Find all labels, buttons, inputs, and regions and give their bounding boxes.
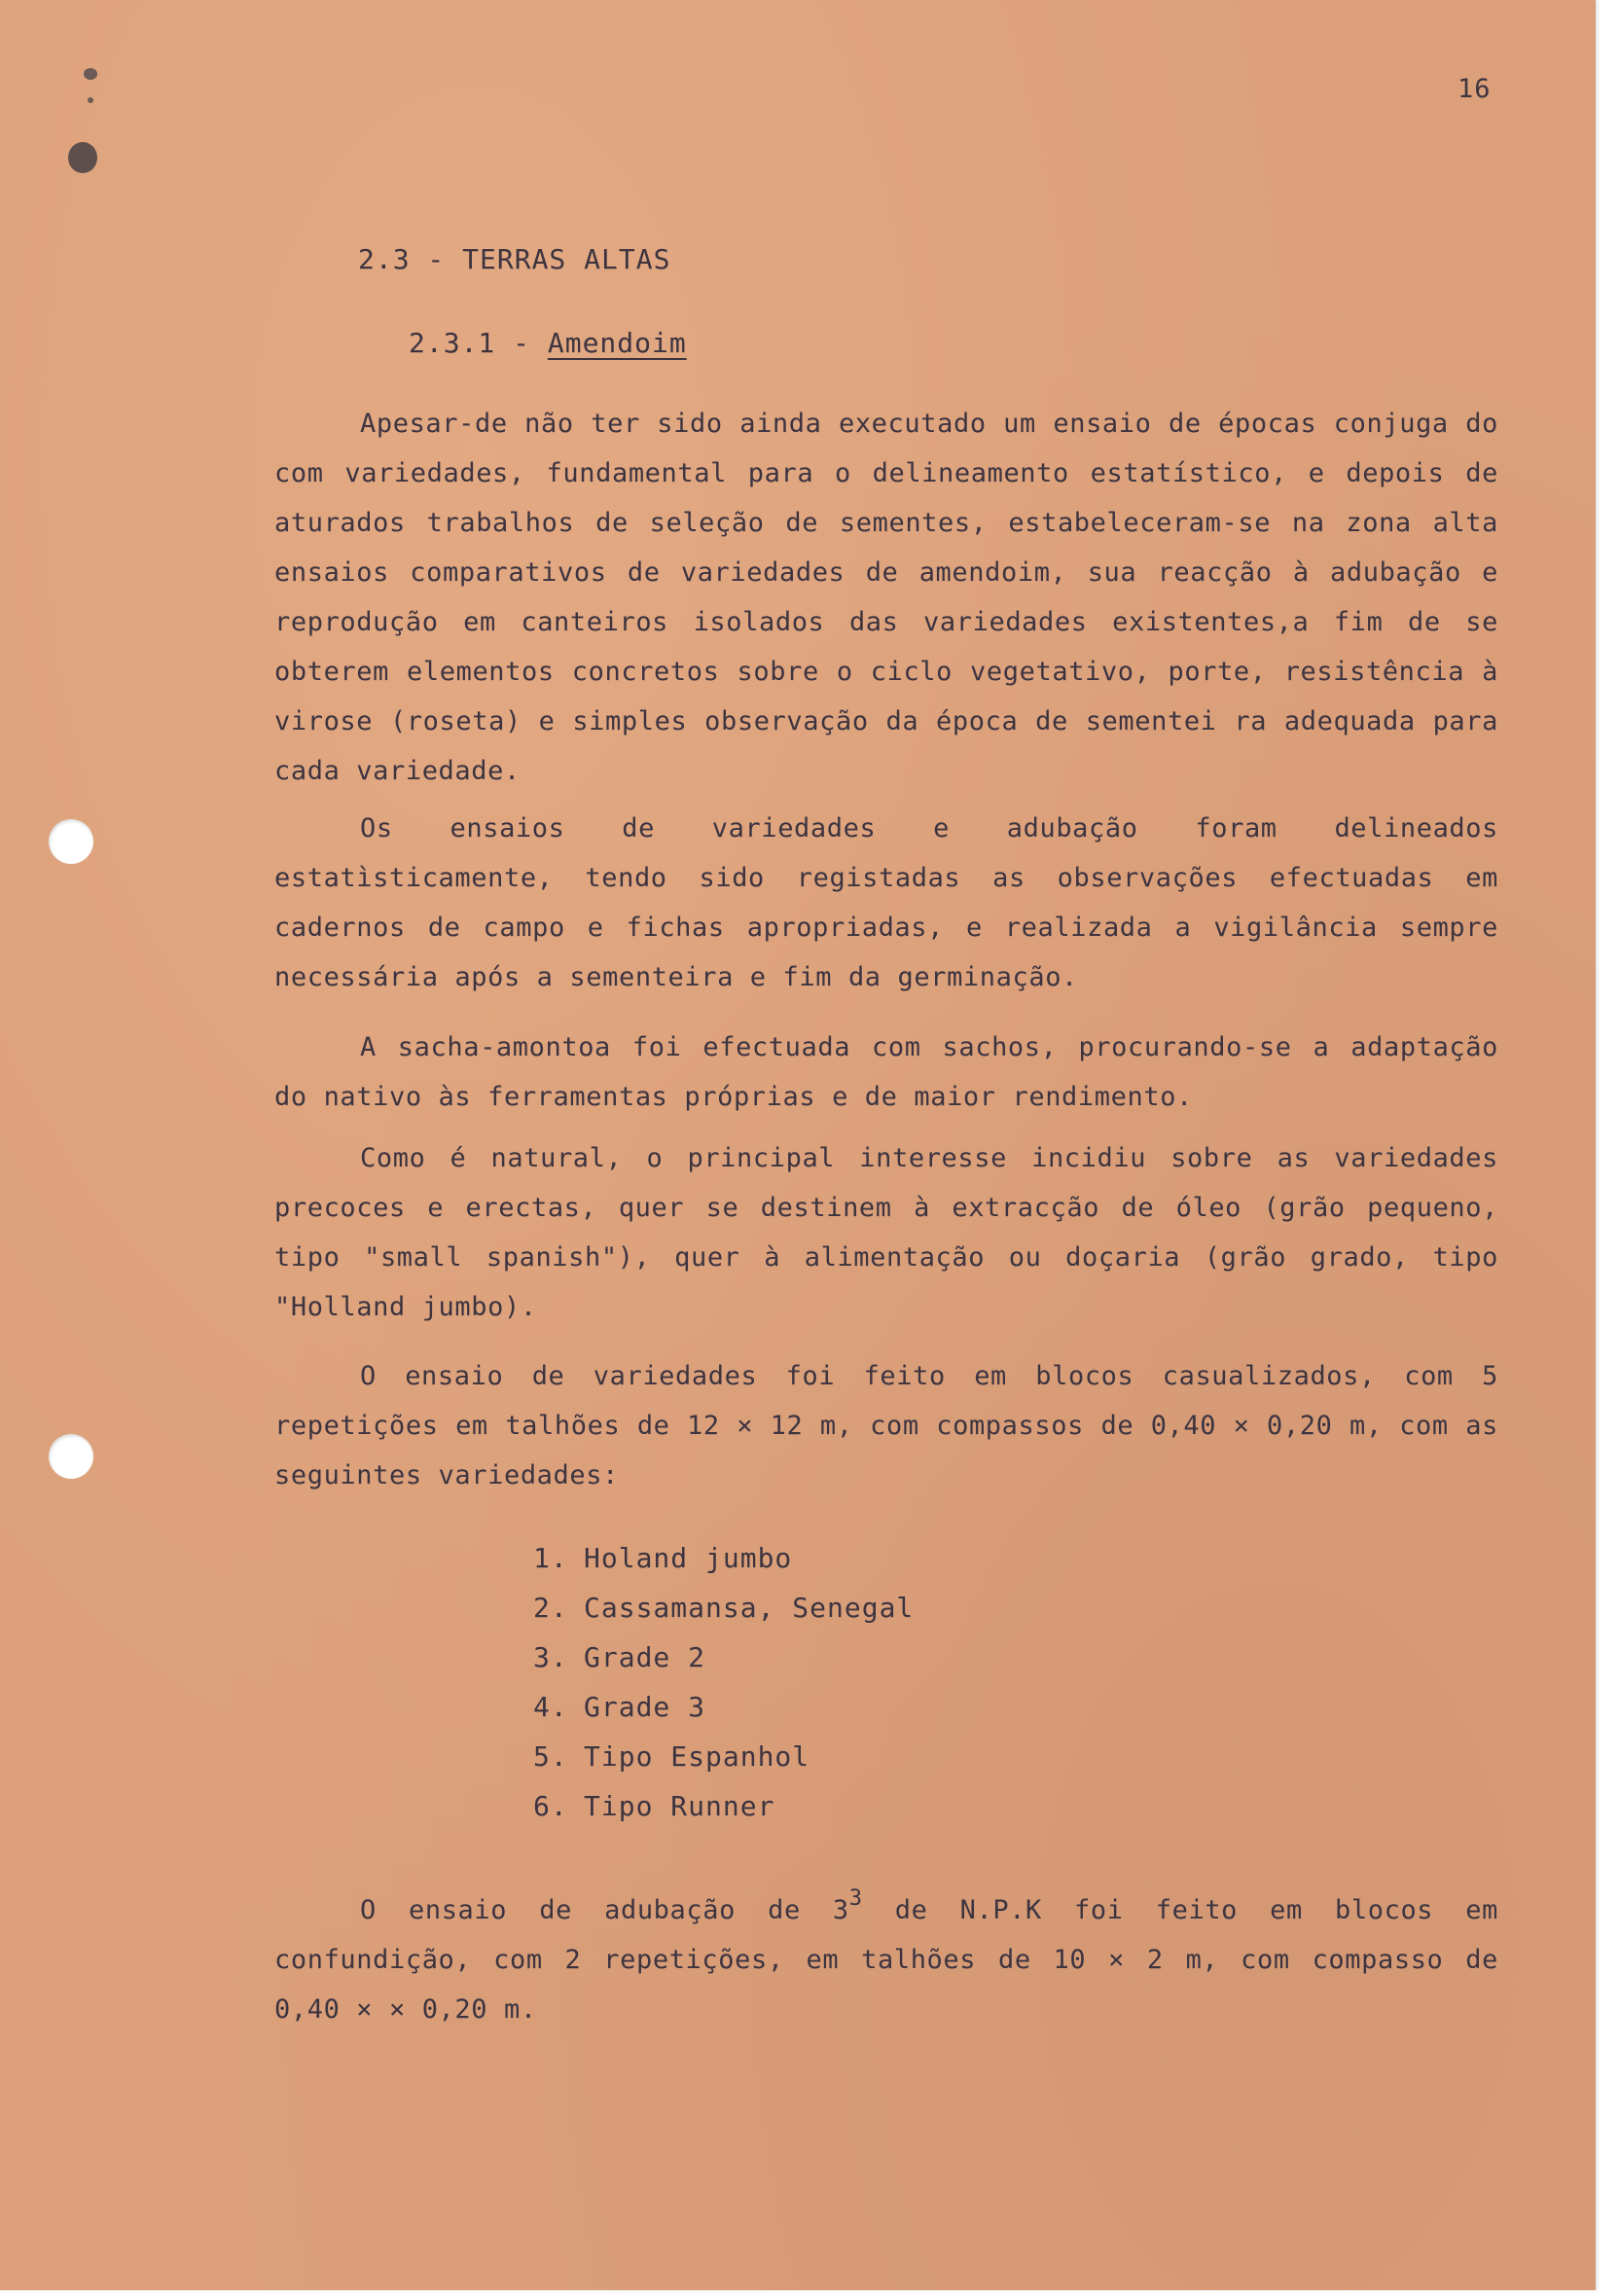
varieties-list xyxy=(533,1533,914,1831)
ink-speck xyxy=(84,68,97,80)
subsection-heading xyxy=(409,327,687,359)
subsection-number: 2.3.1 - xyxy=(409,327,548,359)
paragraph: A sacha-amontoa foi efectuada com sachos, procurando-se a adaptação do nativo às ferramentas próprias e de maior rendimento. xyxy=(274,1032,1498,1112)
page-number: 16 xyxy=(1457,74,1492,104)
list-item: 4. Grade 3 xyxy=(533,1691,706,1723)
list-item: 1. Holand jumbo xyxy=(533,1542,793,1574)
subsection-title: Amendoim xyxy=(547,327,687,359)
paragraph: Como é natural, o principal interesse incidiu sobre as variedades precoces e erectas, quer se destinem à extracção de óleo (grão pequeno, tipo "small spanish"), quer à alimentação ou doçaria (grão grado, tipo "Holland jumbo). xyxy=(274,1143,1498,1322)
paragraph: O ensaio de variedades foi feito em blocos casualizados, com 5 repetições em talhões de 12 × 12 m, com compassos de 0,40 × 0,20 m, com as seguintes variedades: xyxy=(274,1361,1498,1490)
punch-hole-bottom xyxy=(49,1434,93,1479)
ink-speck xyxy=(88,97,93,103)
paragraph: Os ensaios de variedades e adubação foram delineados estatìsticamente, tendo sido registadas as observações efectuadas em cadernos de campo e fichas apropriadas, e realizada a vigilância sempre necessária após a sementeira e fim da germinação. xyxy=(274,813,1498,992)
exponent: 3 xyxy=(848,1886,863,1911)
punch-hole-top xyxy=(49,819,93,864)
list-item: 2. Cassamansa, Senegal xyxy=(533,1592,915,1624)
final-paragraph: O ensaio de adubação de $3^3$ de N.P.K foi feito em blocos em confundição, com 2 repetições, em talhões de 10 × 2 m, com compasso de 0,40 × × 0,20 m. xyxy=(274,1886,1498,2025)
paragraph: Apesar-de não ter sido ainda executado um ensaio de épocas conjuga do com variedades, fundamental para o delineamento estatístico, e depois de aturados trabalhos de seleção de sementes, estabeleceram-se na zona alta ensaios comparativos de variedades de amendoim, sua reacção à adubação e reprodução em canteiros isolados das variedades existentes,a fim de se obterem elementos concretos sobre o ciclo vegetativo, porte, resistência à virose (roseta) e simples observação da época de sementei ra adequada para cada variedade. xyxy=(274,409,1498,786)
section-heading: 2.3 - TERRAS ALTAS xyxy=(358,243,671,275)
list-item: 6. Tipo Runner xyxy=(533,1790,775,1822)
list-item: 5. Tipo Espanhol xyxy=(533,1740,810,1773)
list-item: 3. Grade 2 xyxy=(533,1641,706,1673)
ink-speck xyxy=(68,142,97,173)
